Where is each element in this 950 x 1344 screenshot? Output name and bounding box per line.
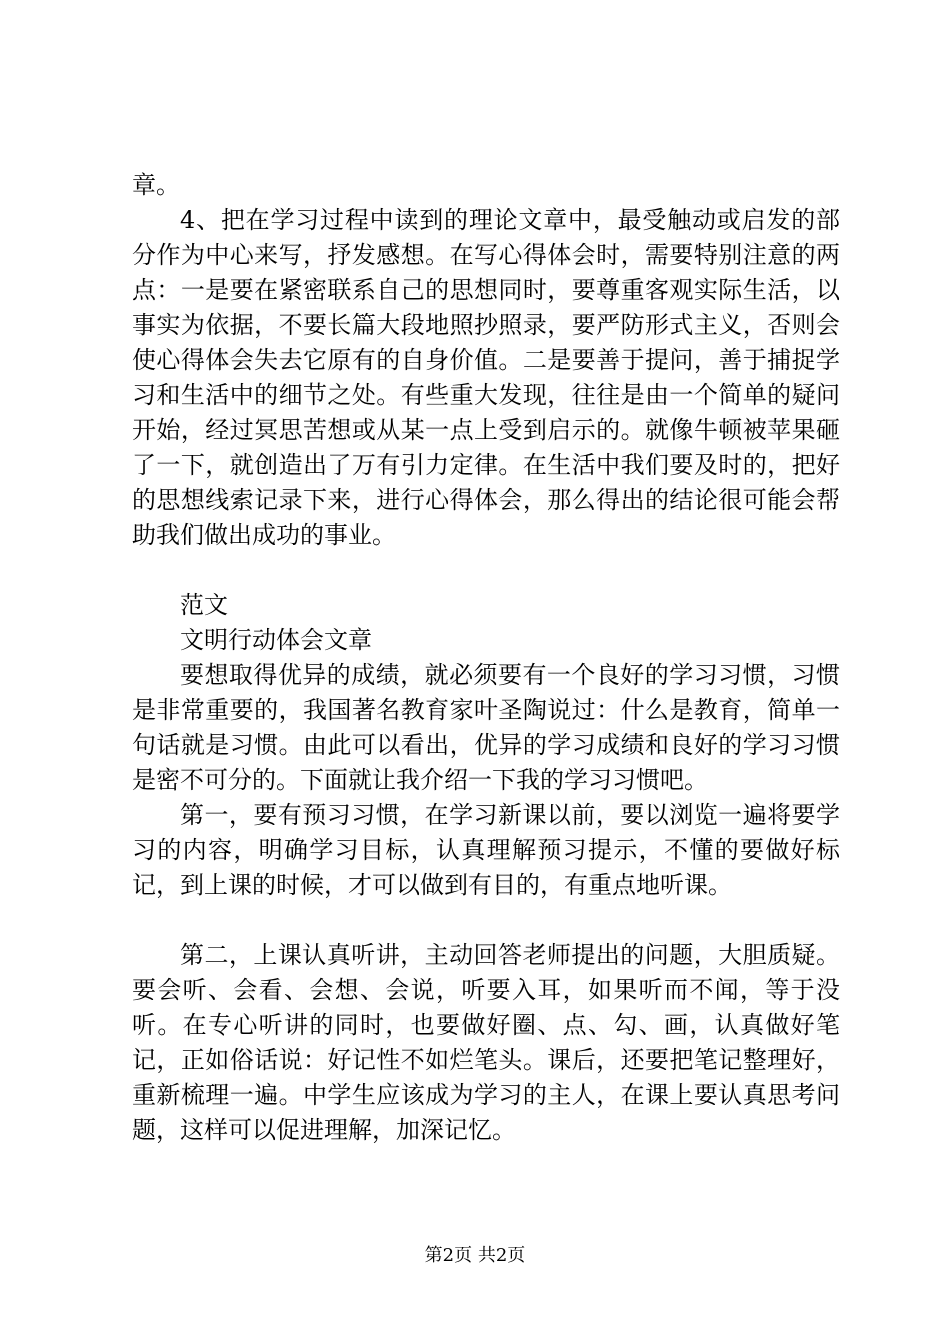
document-body — [132, 168, 840, 1148]
paragraph-first-habit: 第一，要有预习习惯，在学习新课以前，要以浏览一遍将要学习的内容，明确学习目标，认真理解预习提示，不懂的要做好标记，到上课的时候，才可以做到有目的，有重点地听课。 — [132, 801, 840, 899]
page-footer: 第2页 共2页 — [424, 1245, 526, 1266]
paragraph-gap — [132, 903, 840, 938]
paragraph-intro: 要想取得优异的成绩，就必须要有一个良好的学习习惯，习惯是非常重要的，我国著名教育家叶圣陶说过：什么是教育，简单一句话就是习惯。由此可以看出，优异的学习成绩和良好的学习习惯是密不可分的。下面就让我介绍一下我的学习习惯吧。 — [132, 661, 840, 794]
paragraph-continuation: 章。 — [132, 171, 180, 199]
paragraph-gap — [132, 553, 840, 588]
paragraph-tip-4: 4、把在学习过程中读到的理论文章中，最受触动或启发的部分作为中心来写，抒发感想。在写心得体会时，需要特别注意的两点：一是要在紧密联系自己的思想同时，要尊重客观实际生活，以事实为依据，不要长篇大段地照抄照录，要严防形式主义，否则会使心得体会失去它原有的自身价值。二是要善于提问，善于捕捉学习和生活中的细节之处。有些重大发现，往往是由一个简单的疑问开始，经过冥思苦想或从某一点上受到启示的。就像牛顿被苹果砸了一下，就创造出了万有引力定律。在生活中我们要及时的，把好的思想线索记录下来，进行心得体会，那么得出的结论很可能会帮助我们做出成功的事业。 — [132, 206, 840, 549]
section-heading-sample: 范文 — [180, 591, 228, 619]
article-title: 文明行动体会文章 — [180, 626, 372, 654]
paragraph-second-habit: 第二，上课认真听讲，主动回答老师提出的问题，大胆质疑。要会听、会看、会想、会说，听要入耳，如果听而不闻，等于没听。在专心听讲的同时，也要做好圈、点、勾、画，认真做好笔记，正如俗话说：好记性不如烂笔头。课后，还要把笔记整理好，重新梳理一遍。中学生应该成为学习的主人，在课上要认真思考问题，这样可以促进理解，加深记忆。 — [132, 941, 840, 1144]
